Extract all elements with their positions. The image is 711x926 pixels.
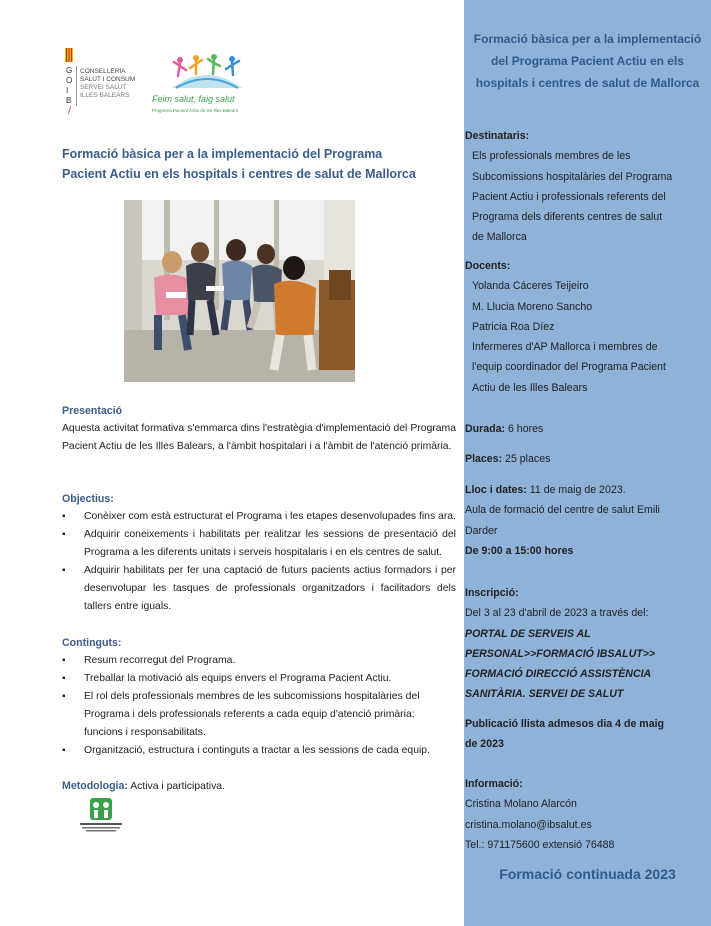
list-item: ▪ El rol dels professionals membres de les subcomissions hospitalàries del Programa i dels professionals referents a cada equip d'atenció primària: funcions i responsabilitats. [62,688,456,742]
docents-line: Actiu de les Illes Balears [472,381,588,394]
lloc-label: Lloc i dates: [465,484,527,496]
places-value: 25 places [502,453,551,465]
docents-label: Docents: [465,260,511,272]
portal-line: PORTAL DE SERVEIS AL [465,627,591,640]
training-session-photo [124,200,355,382]
informacio-email: cristina.molano@ibsalut.es [465,818,592,831]
continguts-list [62,652,456,760]
informacio-label: Informació: [465,778,523,790]
list-item: ▪ Resum recorregut del Programa. [62,652,456,670]
places-label: Places: [465,453,503,465]
continguts-heading: Continguts: [62,637,122,649]
goib-organization: CONSELLERIA SALUT I CONSUM SERVEI SALUT ILLES BALEARS [80,68,136,99]
destinataris-line: Subcomissions hospitalàries del Programa [472,170,673,183]
presentacio-text: Aquesta activitat formativa s'emmarca dins l'estratègia d'implementació del Programa Pacient Actiu de les Illes Balears, a l'àmbit hospitalari i a l'àmbit de l'atenció primària. [62,423,456,452]
horari: De 9:00 a 15:00 hores [465,544,574,557]
objectius-list [62,508,456,616]
list-item: ▪ Organització, estructura i continguts a tractar a les sessions de cada equip. [62,742,456,760]
portal-line: PERSONAL>>FORMACIÓ IBSALUT>> [465,647,656,660]
durada-label: Durada: [465,423,506,435]
destinataris-line: Programa dels diferents centres de salut [472,211,663,224]
destinataris-label: Destinataris: [465,130,530,142]
destinataris-line: Pacient Actiu i professionals referents del [472,190,666,203]
metodologia-text: Activa i participativa. [127,781,225,792]
objectius-section [62,490,456,616]
goib-logo [64,46,144,116]
docents-line: Infermeres d'AP Mallorca i membres de [472,341,658,354]
docents-line: M. Llucia Moreno Sancho [472,300,593,313]
durada-value: 6 hores [505,423,544,435]
destinataris-line: Els professionals membres de les [472,150,631,163]
footer-title: Formació continuada 2023 [499,866,676,882]
shield-icon [65,48,73,62]
docents-line: Yolanda Cáceres Teijeiro [472,280,589,293]
destinataris-line: de Mallorca [472,231,527,244]
metodologia-heading: Metodologia: [62,780,128,792]
feim-salut-logo [150,52,260,118]
list-item: ▪ Adquirir habilitats per fer una captació de futurs pacients actius formadors i per desenvolupar les tasques de professionals organitzadors i facilitadors dels tallers entre iguals. [62,562,456,616]
sidebar-title: Formació bàsica per a la implementació del Programa Pacient Actiu en els hospitals i centres de salut de Mallorca [473,32,702,90]
docents-line: Patricia Roa Díez [472,320,555,333]
lloc-block [465,480,705,561]
header-logos [64,46,264,118]
docents-block [465,256,705,398]
metodologia-section [62,777,456,796]
people-globe-icon [166,52,248,90]
informacio-name: Cristina Molano Alarcón [465,798,577,811]
feim-salut-slogan: Feim salut, faig salut [152,94,235,104]
portal-line: FORMACIÓ DIRECCIÓ ASSISTÈNCIA [465,668,652,681]
presentacio-heading: Presentació [62,405,123,417]
formacio-logo-icon [76,798,126,834]
presentacio-section [62,402,456,456]
destinataris-block [465,126,705,248]
list-item: ▪ Conèixer com està estructurat el Programa i les etapes desenvolupades fins ara. [62,508,456,526]
logo-divider [76,66,77,106]
informacio-block [465,774,705,855]
durada-row [465,419,705,439]
continguts-section [62,634,456,760]
goib-letters: G O I B [66,66,73,105]
publicacio-block [465,714,705,755]
lloc-value: 11 de maig de 2023. [526,484,626,496]
inscripcio-block [465,583,705,705]
publicacio-line: Publicació llista admesos dia 4 de maig [465,718,665,730]
publicacio-line: de 2023 [465,738,504,751]
inscripcio-label: Inscripció: [465,587,519,599]
portal-line: SANITÀRIA. SERVEI DE SALUT [465,688,624,701]
main-title: Formació bàsica per a la implementació del Programa Pacient Actiu en els hospitals i centres de salut de Mallorca [62,147,416,181]
list-item: ▪ Adquirir coneixements i habilitats per realitzar les sessions de presentació del Programa a les diferents unitats i serveis hospitalaris i en els centres de salut. [62,526,456,562]
informacio-phone: Tel.: 971175600 extensió 76488 [465,838,615,851]
objectius-heading: Objectius: [62,493,114,505]
docents-line: l'equip coordinador del Programa Pacient [472,361,667,374]
inscripcio-text: Del 3 al 23 d'abril de 2023 a través del: [465,607,649,620]
lloc-line: Darder [465,524,498,537]
lloc-line: Aula de formació del centre de salut Emili [465,504,660,517]
goib-slash-mark: / [68,106,72,116]
info-sidebar [464,0,711,926]
feim-salut-subtitle: Programa Pacient Actiu de les Illes Balears [152,108,239,113]
list-item: ▪ Treballar la motivació als equips envers el Programa Pacient Actiu. [62,670,456,688]
places-row [465,449,705,469]
